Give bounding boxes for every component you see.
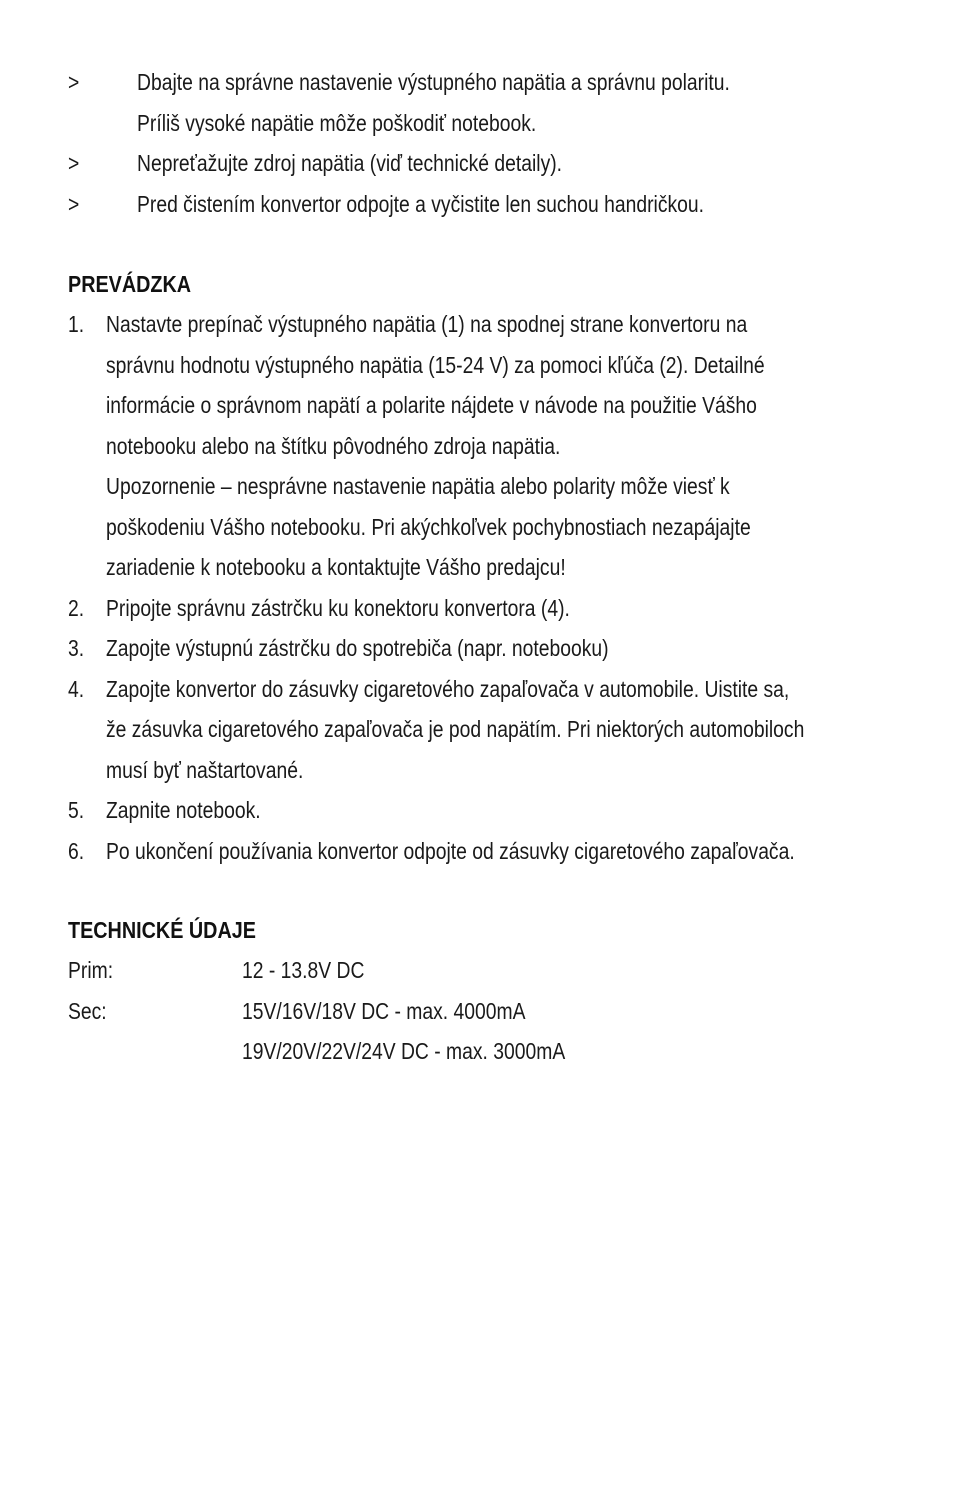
operation-step [68, 588, 948, 629]
operation-step [68, 831, 948, 872]
precaution-item [68, 143, 948, 184]
bullet-marker: > [68, 69, 80, 95]
specs-heading: TECHNICKÉ ÚDAJE [68, 917, 256, 943]
spec-value: 12 - 13.8V DC [242, 957, 365, 983]
step-text-line: že zásuvka cigaretového zapaľovača je pod napätím. Pri niektorých automobiloch [106, 716, 805, 742]
step-number: 2. [68, 594, 85, 621]
step-text-line: správnu hodnotu výstupného napätia (15-24 V) za pomoci kľúča (2). Detailné [106, 351, 765, 378]
step-number: 3. [68, 635, 85, 661]
precaution-text-line: Dbajte na správne nastavenie výstupného napätia a správnu polaritu. [137, 69, 730, 95]
step-text-line: notebooku alebo na štítku pôvodného zdroja napätia. [106, 432, 561, 459]
step-text-line: informácie o správnom napätí a polarite nájdete v návode na použitie Vášho [106, 392, 757, 418]
precaution-text-line: Príliš vysoké napätie môže poškodiť notebook. [137, 109, 537, 136]
operation-steps-list [68, 304, 948, 871]
step-text-line: Pripojte správnu zástrčku ku konektoru konvertora (4). [106, 594, 570, 621]
spec-value: 19V/20V/22V/24V DC - max. 3000mA [242, 1038, 566, 1064]
operation-step [68, 304, 948, 588]
step-text-line: Zapnite notebook. [106, 797, 261, 823]
precaution-item [68, 184, 948, 225]
warning-text-line: poškodeniu Vášho notebooku. Pri akýchkoľvek pochybnostiach nezapájajte [106, 513, 751, 540]
specs-table [68, 950, 948, 1072]
step-text-line: Nastavte prepínač výstupného napätia (1) na spodnej strane konvertoru na [106, 311, 748, 337]
step-text-line: Zapojte konvertor do zásuvky cigaretového zapaľovača v automobile. Uistite sa, [106, 675, 790, 702]
step-text-line: musí byť naštartované. [106, 756, 304, 783]
step-text-line: Po ukončení používania konvertor odpojte od zásuvky cigaretového zapaľovača. [106, 837, 795, 864]
step-number: 4. [68, 675, 85, 702]
step-number: 6. [68, 837, 85, 864]
precautions-list [68, 62, 948, 224]
operation-step [68, 669, 948, 791]
spec-value: 15V/16V/18V DC - max. 4000mA [242, 997, 526, 1024]
precaution-item [68, 62, 948, 143]
bullet-marker: > [68, 190, 80, 217]
operation-heading: PREVÁDZKA [68, 271, 192, 297]
step-text-line: Zapojte výstupnú zástrčku do spotrebiča (napr. notebooku) [106, 635, 609, 661]
spec-label: Prim: [68, 957, 114, 983]
step-number: 1. [68, 311, 85, 337]
operation-step [68, 628, 948, 669]
spec-row-prim [68, 950, 948, 991]
warning-text-line: zariadenie k notebooku a kontaktujte Vášho predajcu! [106, 554, 566, 580]
spec-row-sec [68, 991, 948, 1072]
warning-text-line: Upozornenie – nesprávne nastavenie napätia alebo polarity môže viesť k [106, 473, 730, 499]
bullet-marker: > [68, 150, 80, 176]
precaution-text-line: Nepreťažujte zdroj napätia (viď technické detaily). [137, 150, 563, 176]
step-number: 5. [68, 797, 85, 823]
precaution-text-line: Pred čistením konvertor odpojte a vyčistite len suchou handričkou. [137, 190, 705, 217]
operation-step [68, 790, 948, 831]
spec-label: Sec: [68, 997, 107, 1024]
